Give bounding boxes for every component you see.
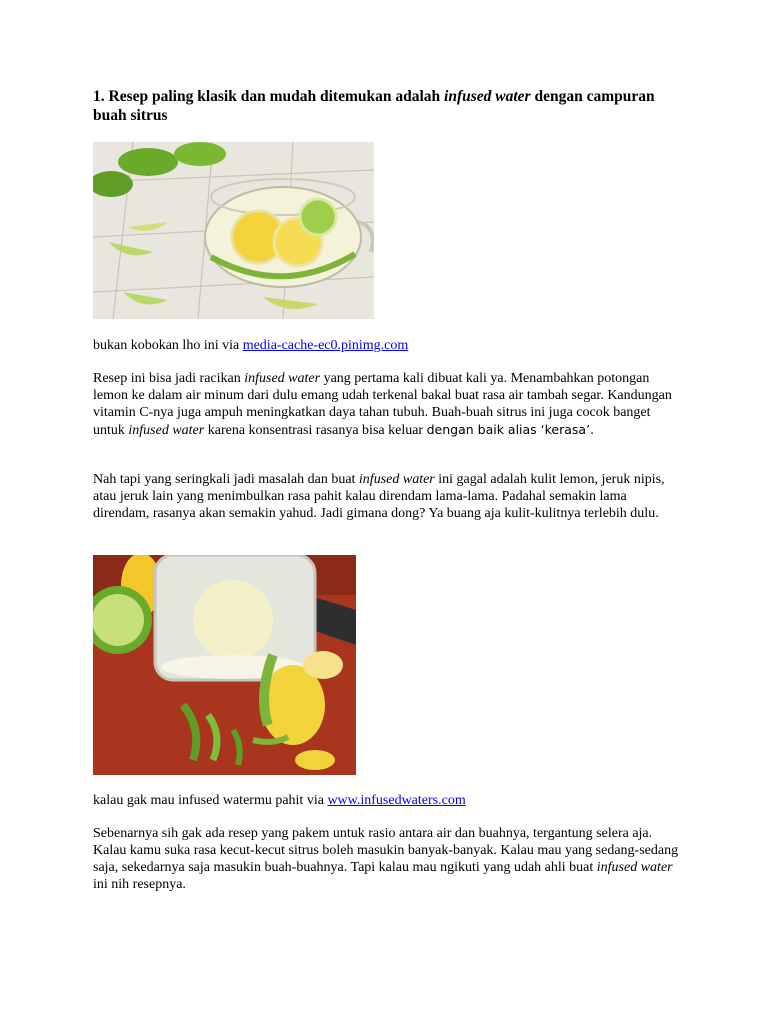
caption-photo-1: bukan kobokan lho ini via media-cache-ec0.pinimg.com bbox=[93, 338, 409, 353]
peeled-lemon-illustration bbox=[93, 555, 356, 775]
paragraph-3: Sebenarnya sih gak ada resep yang pakem untuk rasio antara air dan buahnya, tergantung selera aja. Kalau kamu suka rasa kecut-kecut sitrus boleh masukin banyak-banyak. Kalau mau yang sedang-sedang saja, sekedarnya saja masukin buah-buahnya. Tapi kalau mau ngikuti yang udah ahli buat infused water ini nih resepnya. bbox=[93, 826, 679, 892]
paragraph-2: Nah tapi yang seringkali jadi masalah dan buat infused water ini gagal adalah kulit lemon, jeruk nipis, atau jeruk lain yang menimbulkan rasa pahit kalau direndam lama-lama. Padahal semakin lama direndam, rasanya akan semakin yahud. Jadi gimana dong? Ya buang aja kulit-kulitnya terlebih dulu. bbox=[93, 472, 665, 521]
source-link-2[interactable]: www.infusedwaters.com bbox=[327, 793, 466, 808]
caption-photo-2: kalau gak mau infused watermu pahit via www.infusedwaters.com bbox=[93, 793, 466, 808]
peeled-lemon-photo bbox=[93, 555, 356, 775]
heading-italic: infused water bbox=[444, 88, 531, 105]
paragraph-1: Resep ini bisa jadi racikan infused water yang pertama kali dibuat kali ya. Menambahkan potongan lemon ke dalam air minum dari dulu emang udah terkenal bakal buat rasa air tambah segar. Kandungan vitamin C-nya juga ampuh meningkatkan daya tahan tubuh. Buah-buah sitrus ini juga cocok banget untuk infused water karena konsentrasi rasanya bisa keluar dengan baik alias ‘kerasa’. bbox=[93, 371, 672, 438]
lime-water-photo bbox=[93, 142, 374, 319]
source-link-1[interactable]: media-cache-ec0.pinimg.com bbox=[242, 338, 409, 353]
lime-water-illustration bbox=[93, 142, 374, 319]
section-heading: 1. Resep paling klasik dan mudah ditemukan adalah infused water dengan campuran buah sitrus bbox=[93, 88, 655, 124]
